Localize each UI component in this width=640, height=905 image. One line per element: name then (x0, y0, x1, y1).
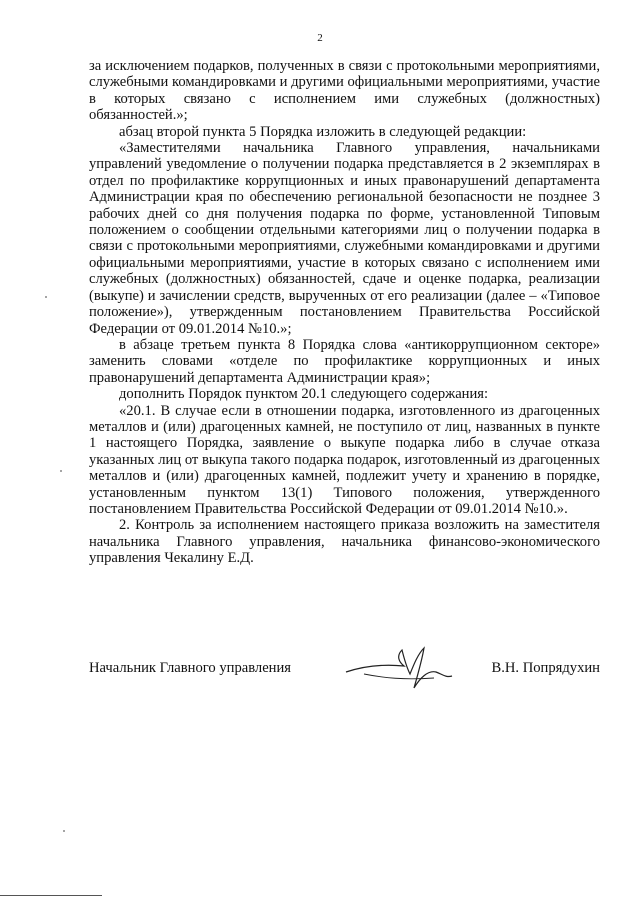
paragraph: дополнить Порядок пунктом 20.1 следующего содержания: (119, 386, 489, 403)
document-body (89, 58, 600, 567)
paragraph: «Заместителями начальника Главного управления, начальниками управлений уведомление о получении подарка представляется в 2 экземплярах в отдел по профилактике коррупционных и иных правонарушений департамента Администрации края по обеспечению региональной безопасности не позднее 3 рабочих дней со дня получения подарка по форме, установленной Типовым положением о сообщении отдельными категориями лиц о получении подарка в связи с протокольными мероприятиями, служебными командировками и другими официальными мероприятиями, участие в которых связано с исполнением ими служебных (должностных) обязанностей, сдаче и оценке подарка, реализации (выкупе) и зачислении средств, вырученных от его реализации (далее – «Типовое положение»), утвержденным постановлением Правительства Российской Федерации от 09.01.2014 №10.»; (89, 140, 600, 337)
handwritten-signature (344, 644, 454, 694)
signatory-name: В.Н. Попрядухин (491, 660, 600, 676)
scan-speck (60, 470, 62, 472)
paragraph: в абзаце третьем пункта 8 Порядка слова «антикоррупционном секторе» заменить словами «отделе по профилактике коррупционных и иных правонарушений департамента Администрации края»; (89, 336, 600, 386)
signatory-position: Начальник Главного управления (89, 660, 292, 676)
paragraph: «20.1. В случае если в отношении подарка, изготовленного из драгоценных металлов и (или) драгоценных камней, не поступило от лиц, названных в пункте 1 настоящего Порядка, заявление о выкупе подарка либо в случае отказа указанных лиц от выкупа такого подарка подарок, изготовленный из драгоценных металлов и (или) драгоценных камней, подлежит учету и хранению в порядке, установленным пунктом 13(1) Типового положения, утвержденного постановлением Правительства Российской Федерации от 09.01.2014 №10.». (89, 402, 600, 517)
scan-speck (45, 296, 47, 298)
signature-block (89, 652, 600, 692)
scan-speck (63, 830, 65, 832)
footer-rule (0, 895, 102, 896)
paragraph: за исключением подарков, полученных в связи с протокольными мероприятиями, служебными командировками и другими официальными мероприятиями, участие в которых связано с исполнением ими служебных (должностных) обязанностей.»; (89, 58, 600, 124)
paragraph: 2. Контроль за исполнением настоящего приказа возложить на заместителя начальника Главного управления, начальника финансово-экономического управления Чекалину Е.Д. (89, 517, 600, 567)
paragraph: абзац второй пункта 5 Порядка изложить в следующей редакции: (119, 123, 527, 140)
page-number: 2 (317, 32, 323, 44)
